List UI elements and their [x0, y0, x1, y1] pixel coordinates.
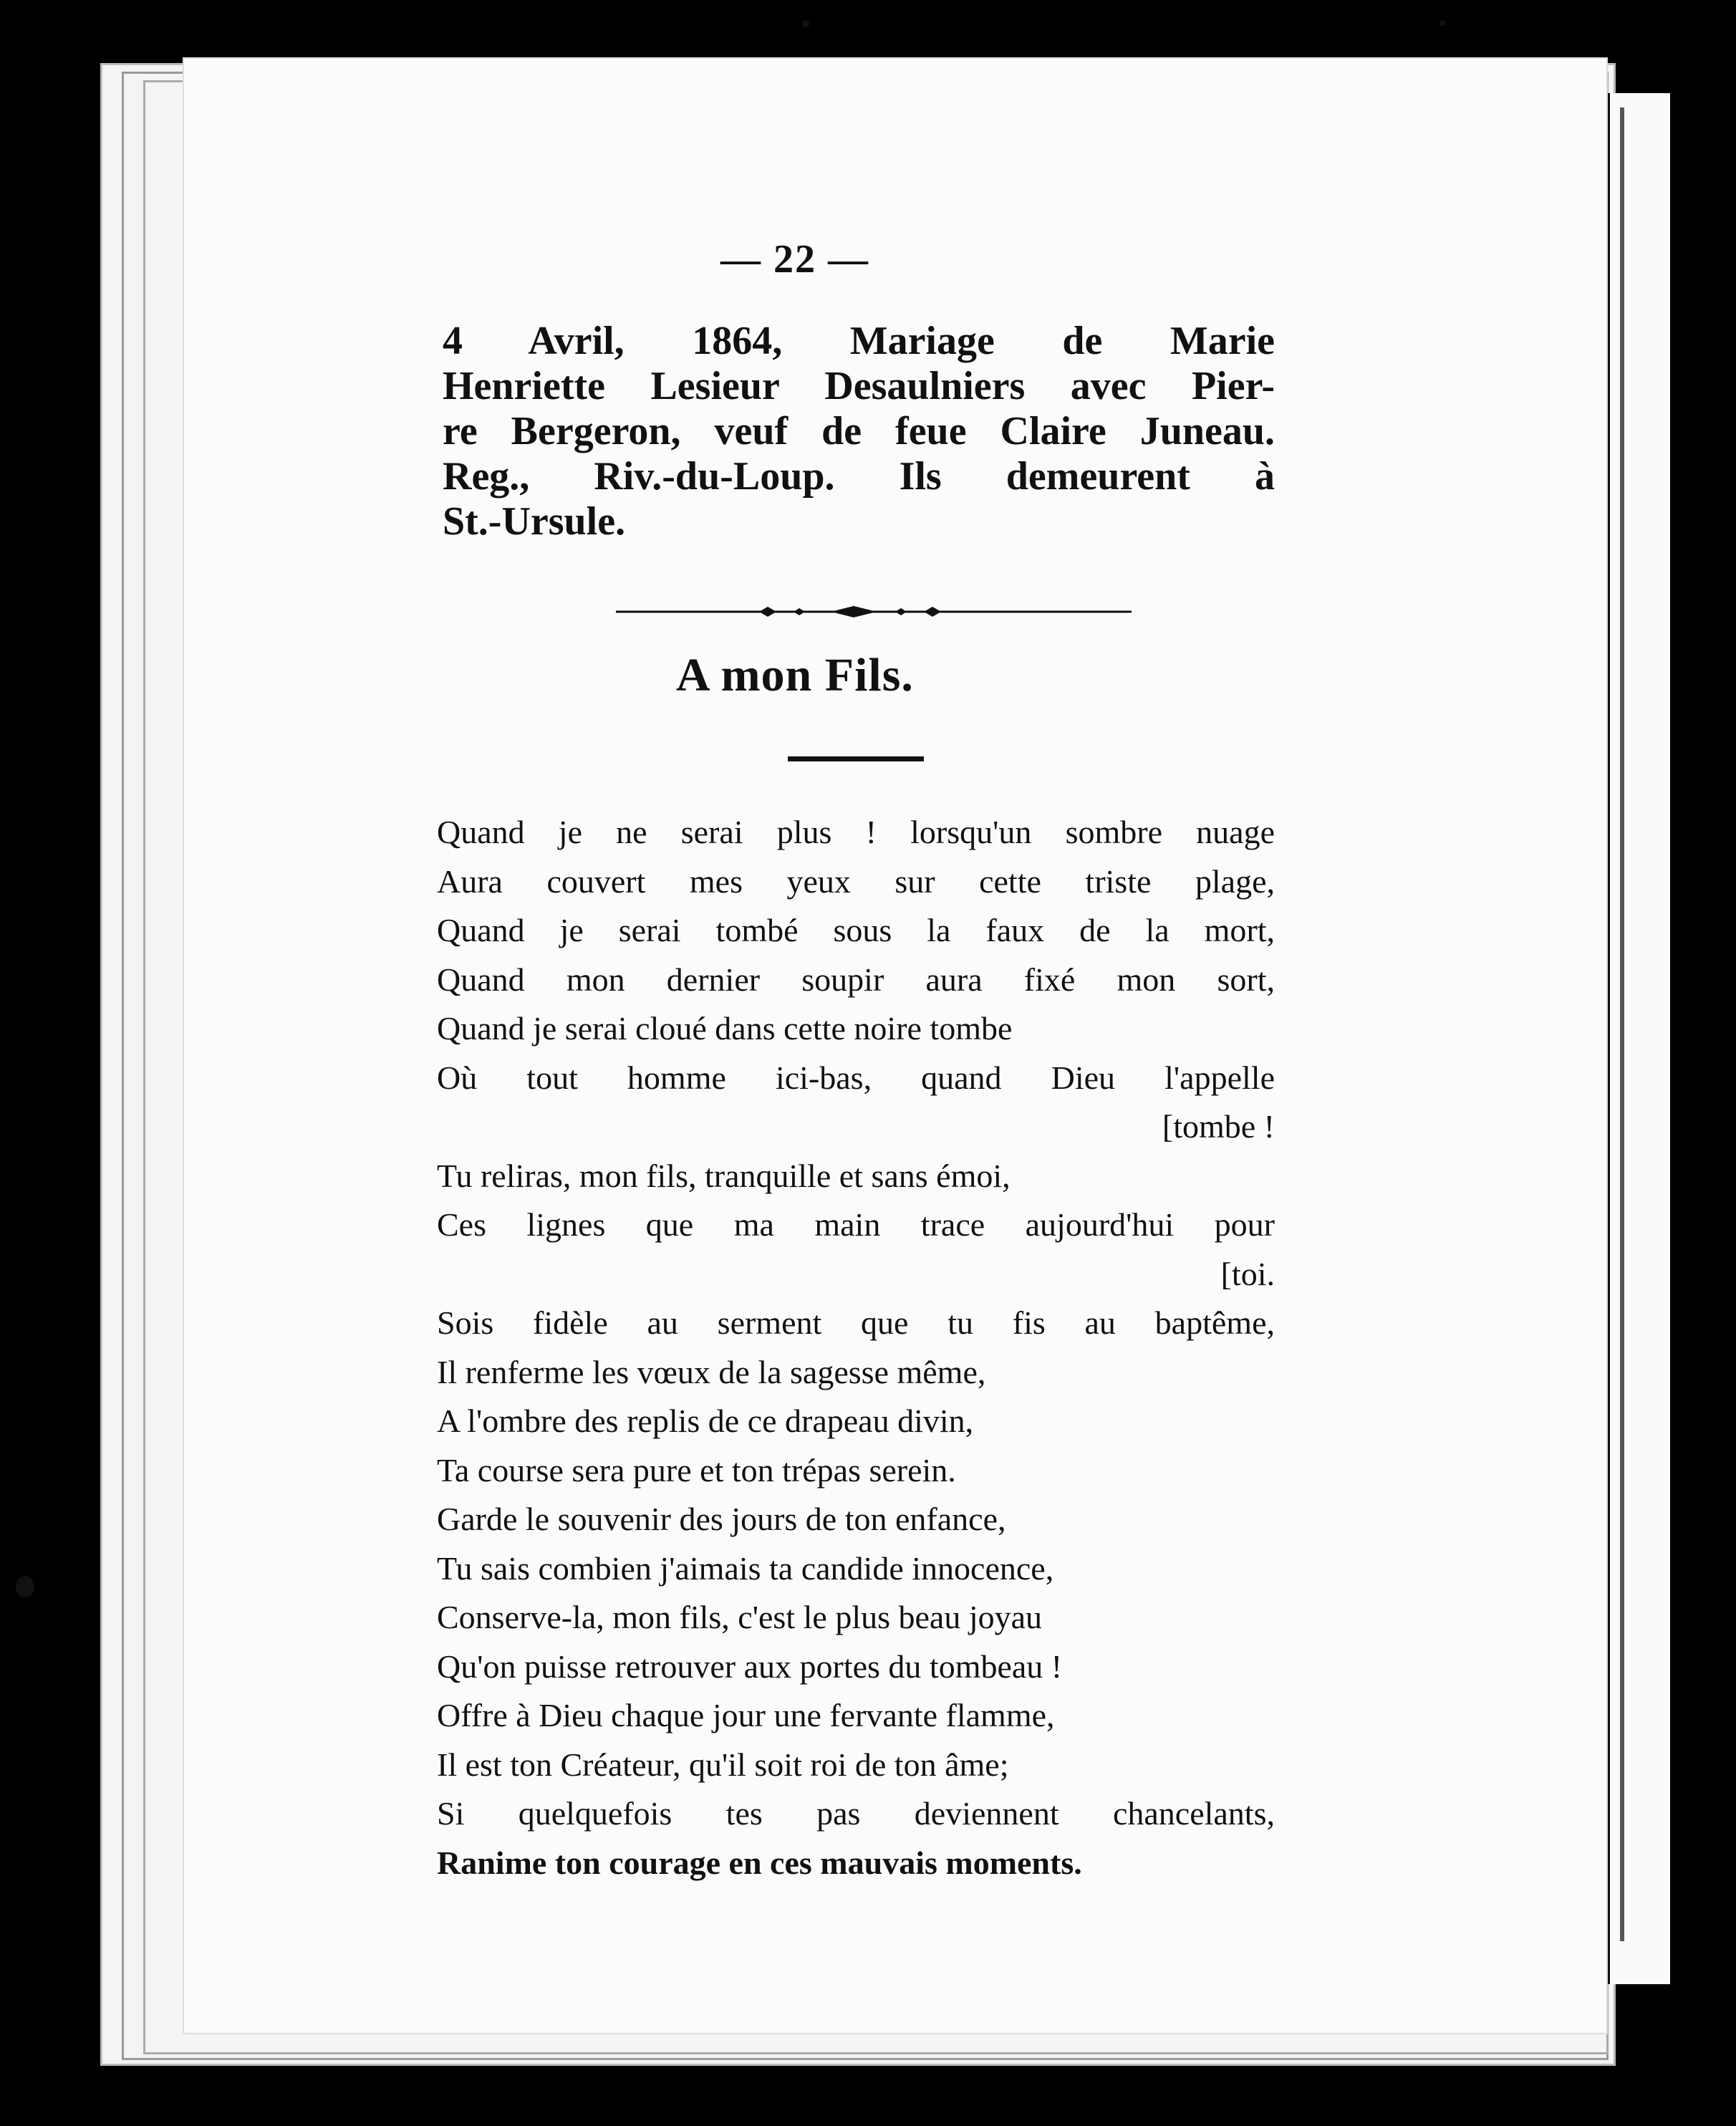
poem-line: Qu'on puisse retrouver aux portes du tombeau !: [437, 1648, 1063, 1685]
poem-line: Offre à Dieu chaque jour une fervante flamme,: [437, 1697, 1055, 1733]
entry-line: Henriette Lesieur Desaulniers avec Pier-: [443, 364, 1275, 408]
poem-line: A l'ombre des replis de ce drapeau divin,: [437, 1403, 974, 1439]
poem-line: Tu sais combien j'aimais ta candide innocence,: [437, 1549, 1054, 1587]
title-rule: [788, 756, 924, 761]
entry-line: Reg., Riv.-du-Loup. Ils demeurent à: [443, 454, 1275, 499]
poem-line: Où tout homme ici-bas, quand Dieu l'appelle: [437, 1059, 1275, 1096]
poem-line: Quand je ne serai plus ! lorsqu'un sombre nuage: [437, 814, 1275, 850]
poem-line: Ces lignes que ma main trace aujourd'hui pour: [437, 1206, 1275, 1243]
poem-line: Ranime ton courage en ces mauvais moments.: [437, 1844, 1082, 1881]
binding-edge: [1604, 93, 1670, 1984]
scan-speck: [1440, 20, 1445, 26]
poem-title: A mon Fils.: [676, 649, 914, 701]
scan-speck: [16, 1576, 34, 1597]
poem-line: Garde le souvenir des jours de ton enfance,: [437, 1501, 1006, 1537]
page-number: — 22 —: [720, 237, 869, 282]
poem-line: Quand je serai cloué dans cette noire tombe: [437, 1010, 1013, 1047]
poem-line: Tu reliras, mon fils, tranquille et sans émoi,: [437, 1157, 1011, 1194]
poem-line: Quand mon dernier soupir aura fixé mon sort,: [437, 961, 1275, 998]
ornament-divider: [616, 603, 1132, 620]
poem-line: Aura couvert mes yeux sur cette triste plage,: [437, 862, 1275, 900]
poem-body: [437, 808, 1275, 1887]
poem-line-continuation: [toi.: [1220, 1255, 1275, 1292]
marriage-entry: [443, 319, 1275, 544]
poem-line: Il renferme les vœux de la sagesse même,: [437, 1353, 986, 1390]
scan-speck: [802, 20, 809, 27]
binding-shadow: [1620, 107, 1624, 1941]
poem-line: Sois fidèle au serment que tu fis au baptême,: [437, 1304, 1275, 1341]
entry-line: re Bergeron, veuf de feue Claire Juneau.: [443, 409, 1275, 453]
entry-line: St.-Ursule.: [443, 499, 626, 544]
poem-line: Ta course sera pure et ton trépas serein.: [437, 1451, 956, 1488]
poem-line: Quand je serai tombé sous la faux de la mort,: [437, 912, 1275, 948]
poem-line: Si quelquefois tes pas deviennent chancelants,: [437, 1795, 1275, 1832]
poem-line: Conserve-la, mon fils, c'est le plus beau joyau: [437, 1599, 1043, 1635]
poem-line-continuation: [tombe !: [1162, 1108, 1275, 1145]
poem-line: Il est ton Créateur, qu'il soit roi de ton âme;: [437, 1746, 1009, 1783]
entry-line: 4 Avril, 1864, Mariage de Marie: [443, 319, 1275, 363]
